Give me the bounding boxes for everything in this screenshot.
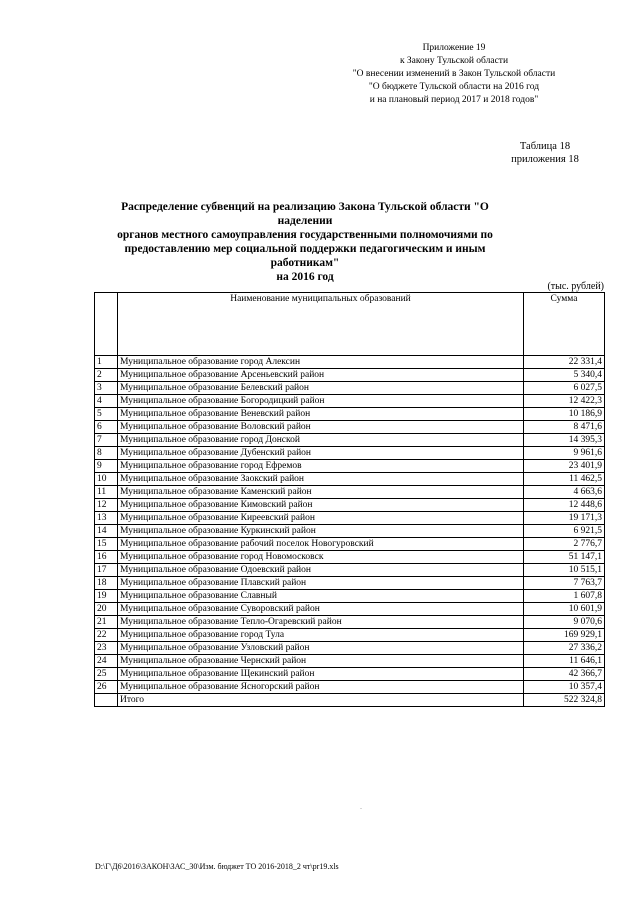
row-number: 10 <box>95 473 118 486</box>
row-number: 3 <box>95 382 118 395</box>
table-row <box>95 499 605 512</box>
row-sum: 42 366,7 <box>524 668 605 681</box>
row-municipality: Итого <box>118 694 524 707</box>
row-number: 8 <box>95 447 118 460</box>
row-number: 22 <box>95 629 118 642</box>
title-line-3: предоставлению мер социальной поддержки педагогическим и иным работникам" <box>124 243 486 269</box>
row-municipality: Муниципальное образование Дубенский район <box>118 447 524 460</box>
row-number: 21 <box>95 616 118 629</box>
table-appendix-ref: приложения 18 <box>511 154 579 165</box>
row-number: 24 <box>95 655 118 668</box>
table-row <box>95 525 605 538</box>
row-number: 9 <box>95 460 118 473</box>
row-municipality: Муниципальное образование Заокский район <box>118 473 524 486</box>
row-sum: 9 070,6 <box>524 616 605 629</box>
row-sum: 19 171,3 <box>524 512 605 525</box>
row-municipality: Муниципальное образование город Тула <box>118 629 524 642</box>
row-number: 1 <box>95 356 118 369</box>
row-sum: 27 336,2 <box>524 642 605 655</box>
title-line-1: Распределение субвенций на реализацию Закона Тульской области "О наделении <box>121 201 489 227</box>
row-sum: 10 601,9 <box>524 603 605 616</box>
file-path-footer: D:\Г\Д6\2016\ЗАКОН\ЗАС_30\Изм. бюджет ТО 2016-2018_2 чт\pr19.xls <box>95 862 339 871</box>
row-number: 23 <box>95 642 118 655</box>
row-sum: 9 961,6 <box>524 447 605 460</box>
row-number: 11 <box>95 486 118 499</box>
row-municipality: Муниципальное образование Киреевский район <box>118 512 524 525</box>
table-row <box>95 629 605 642</box>
row-number: 13 <box>95 512 118 525</box>
row-number: 2 <box>95 369 118 382</box>
table-row <box>95 577 605 590</box>
row-sum: 12 422,3 <box>524 395 605 408</box>
row-municipality: Муниципальное образование Воловский район <box>118 421 524 434</box>
table-row <box>95 434 605 447</box>
table-row <box>95 603 605 616</box>
table-row <box>95 642 605 655</box>
row-sum: 6 027,5 <box>524 382 605 395</box>
row-number: 16 <box>95 551 118 564</box>
row-number <box>95 694 118 707</box>
row-sum: 11 462,5 <box>524 473 605 486</box>
row-municipality: Муниципальное образование Чернский район <box>118 655 524 668</box>
appendix-header-note <box>304 42 604 107</box>
table-row <box>95 356 605 369</box>
row-municipality: Муниципальное образование Суворовский район <box>118 603 524 616</box>
row-sum: 10 357,4 <box>524 681 605 694</box>
row-municipality: Муниципальное образование Куркинский район <box>118 525 524 538</box>
row-number: 17 <box>95 564 118 577</box>
table-row <box>95 538 605 551</box>
row-sum: 10 515,1 <box>524 564 605 577</box>
row-municipality: Муниципальное образование город Алексин <box>118 356 524 369</box>
table-row <box>95 512 605 525</box>
row-number: 12 <box>95 499 118 512</box>
row-number: 4 <box>95 395 118 408</box>
row-number: 14 <box>95 525 118 538</box>
row-number: 19 <box>95 590 118 603</box>
row-sum: 6 921,5 <box>524 525 605 538</box>
row-municipality: Муниципальное образование Славный <box>118 590 524 603</box>
units-label: (тыс. рублей) <box>547 281 604 292</box>
row-sum: 8 471,6 <box>524 421 605 434</box>
row-municipality: Муниципальное образование Белевский район <box>118 382 524 395</box>
row-number: 25 <box>95 668 118 681</box>
table-row <box>95 486 605 499</box>
row-number: 5 <box>95 408 118 421</box>
table-row <box>95 447 605 460</box>
row-municipality: Муниципальное образование город Ефремов <box>118 460 524 473</box>
row-number: 15 <box>95 538 118 551</box>
table-row <box>95 408 605 421</box>
table-row <box>95 395 605 408</box>
table-number: Таблица 18 <box>519 141 571 152</box>
row-municipality: Муниципальное образование Щекинский район <box>118 668 524 681</box>
table-reference-note <box>480 140 610 166</box>
row-municipality: Муниципальное образование Тепло-Огаревский район <box>118 616 524 629</box>
row-sum: 12 448,6 <box>524 499 605 512</box>
row-number: 18 <box>95 577 118 590</box>
table-row <box>95 681 605 694</box>
title-line-2: органов местного самоуправления государственными полномочиями по <box>117 229 493 241</box>
appendix-line-4: "О бюджете Тульской области на 2016 год <box>368 82 540 92</box>
table-row <box>95 564 605 577</box>
row-municipality: Муниципальное образование Веневский район <box>118 408 524 421</box>
row-municipality: Муниципальное образование рабочий поселок Новогуровский <box>118 538 524 551</box>
table-row <box>95 460 605 473</box>
table-row <box>95 421 605 434</box>
appendix-line-2: к Закону Тульской области <box>399 56 509 66</box>
row-sum: 7 763,7 <box>524 577 605 590</box>
table-header-row <box>95 293 605 356</box>
row-number: 20 <box>95 603 118 616</box>
header-name-cell: Наименование муниципальных образований <box>118 293 524 356</box>
document-title <box>95 200 515 284</box>
table-row <box>95 551 605 564</box>
table-row <box>95 369 605 382</box>
title-line-4: на 2016 год <box>276 271 334 283</box>
subsidy-table <box>94 292 605 707</box>
row-municipality: Муниципальное образование город Донской <box>118 434 524 447</box>
row-municipality: Муниципальное образование Богородицкий район <box>118 395 524 408</box>
table-row <box>95 382 605 395</box>
row-sum: 23 401,9 <box>524 460 605 473</box>
row-number: 6 <box>95 421 118 434</box>
row-sum: 10 186,9 <box>524 408 605 421</box>
row-sum: 5 340,4 <box>524 369 605 382</box>
row-number: 26 <box>95 681 118 694</box>
table-body <box>95 356 605 707</box>
row-sum: 11 646,1 <box>524 655 605 668</box>
row-municipality: Муниципальное образование Каменский район <box>118 486 524 499</box>
row-sum: 2 776,7 <box>524 538 605 551</box>
table-row <box>95 473 605 486</box>
appendix-line-5: и на плановый период 2017 и 2018 годов" <box>369 95 539 105</box>
stray-mark: . <box>360 802 362 811</box>
row-municipality: Муниципальное образование Ясногорский район <box>118 681 524 694</box>
table-row <box>95 655 605 668</box>
row-sum: 169 929,1 <box>524 629 605 642</box>
row-number: 7 <box>95 434 118 447</box>
row-sum: 4 663,6 <box>524 486 605 499</box>
row-sum: 14 395,3 <box>524 434 605 447</box>
table-row <box>95 616 605 629</box>
row-municipality: Муниципальное образование Арсеньевский район <box>118 369 524 382</box>
row-sum: 1 607,8 <box>524 590 605 603</box>
header-num-cell <box>95 293 118 356</box>
appendix-line-1: Приложение 19 <box>422 43 486 53</box>
row-sum: 522 324,8 <box>524 694 605 707</box>
row-municipality: Муниципальное образование город Новомосковск <box>118 551 524 564</box>
row-sum: 51 147,1 <box>524 551 605 564</box>
table-row <box>95 668 605 681</box>
header-sum-cell: Сумма <box>524 293 605 356</box>
row-municipality: Муниципальное образование Узловский район <box>118 642 524 655</box>
row-sum: 22 331,4 <box>524 356 605 369</box>
row-municipality: Муниципальное образование Кимовский район <box>118 499 524 512</box>
table-total-row <box>95 694 605 707</box>
row-municipality: Муниципальное образование Одоевский район <box>118 564 524 577</box>
table-row <box>95 590 605 603</box>
row-municipality: Муниципальное образование Плавский район <box>118 577 524 590</box>
appendix-line-3: "О внесении изменений в Закон Тульской области <box>352 69 556 79</box>
